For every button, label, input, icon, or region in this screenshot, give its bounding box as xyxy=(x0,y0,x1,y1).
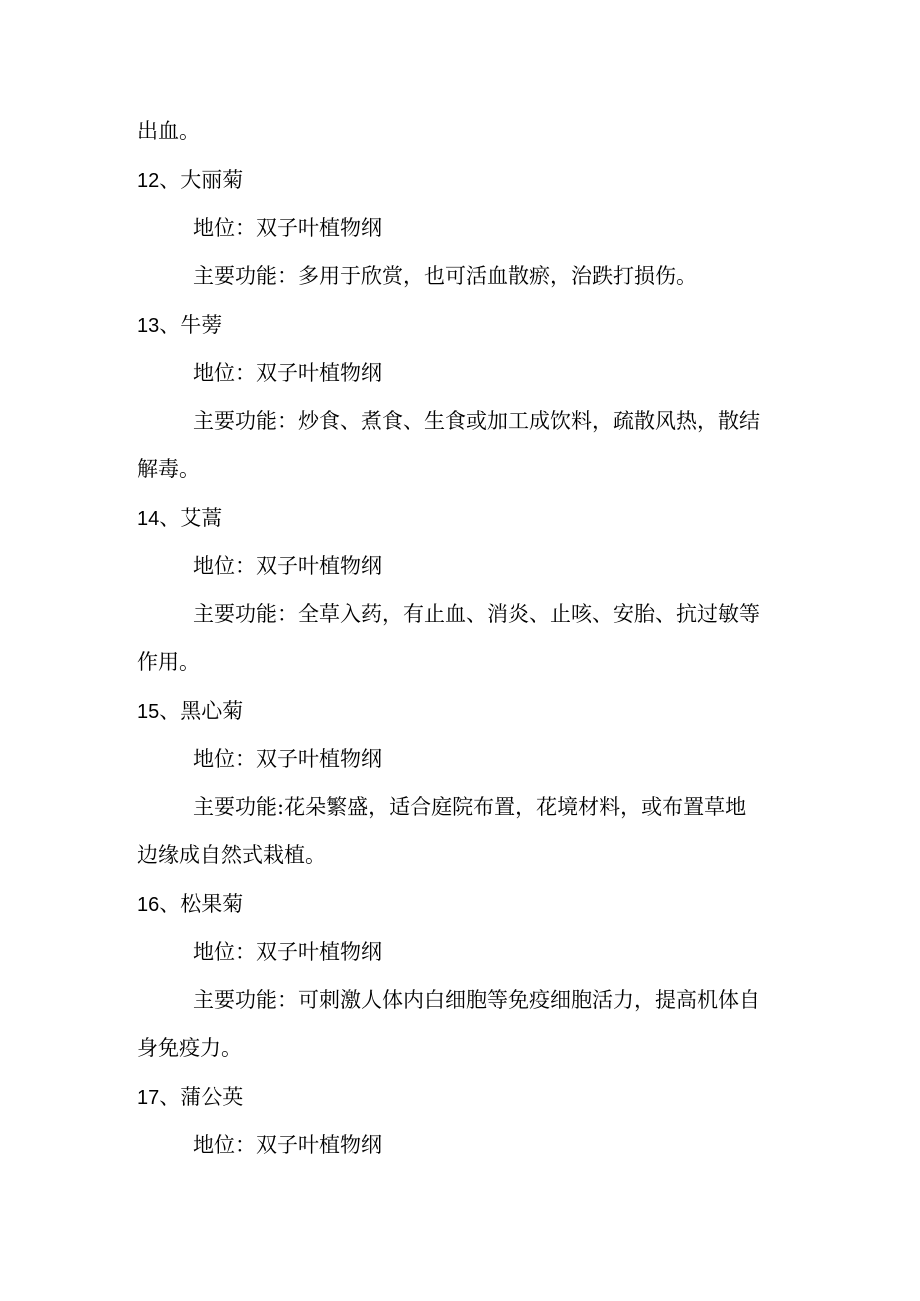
entry-position: 地位：双子叶植物纲 xyxy=(193,747,382,771)
entry-function-line: 作用。 xyxy=(137,650,200,674)
entry-heading xyxy=(137,1083,797,1112)
entry-separator: 、 xyxy=(159,168,181,192)
entry-position: 地位：双子叶植物纲 xyxy=(193,1133,382,1157)
entry-position: 地位：双子叶植物纲 xyxy=(193,216,382,240)
entry-name: 黑心菊 xyxy=(180,699,244,723)
entry-heading xyxy=(137,890,797,919)
entry-name: 牛蒡 xyxy=(180,313,223,337)
entry-position: 地位：双子叶植物纲 xyxy=(193,361,382,385)
entry-function-line: 主要功能：全草入药，有止血、消炎、止咳、安胎、抗过敏等 xyxy=(193,602,760,626)
entry-position: 地位：双子叶植物纲 xyxy=(193,940,382,964)
entry-number: 13 xyxy=(137,315,160,337)
entry-function-line: 主要功能：炒食、煮食、生食或加工成饮料，疏散风热，散结 xyxy=(193,409,760,433)
continuation-text: 出血。 xyxy=(137,119,200,143)
entry-separator: 、 xyxy=(159,506,181,530)
entry-position: 地位：双子叶植物纲 xyxy=(193,554,382,578)
entry-function-line: 身免疫力。 xyxy=(137,1036,242,1060)
entry-function-line: 主要功能：多用于欣赏，也可活血散瘀，治跌打损伤。 xyxy=(193,264,697,288)
entry-separator: 、 xyxy=(159,1085,181,1109)
entry-heading xyxy=(137,311,797,340)
entry-heading xyxy=(137,697,797,726)
entry-name: 松果菊 xyxy=(180,892,244,916)
entry-heading xyxy=(137,504,797,533)
entry-separator: 、 xyxy=(159,699,181,723)
entry-number: 17 xyxy=(137,1087,160,1109)
entry-number: 14 xyxy=(137,508,160,530)
entry-function-line: 边缘成自然式栽植。 xyxy=(137,843,326,867)
entry-name: 大丽菊 xyxy=(180,168,244,192)
entry-name: 艾蒿 xyxy=(180,506,223,530)
entry-number: 16 xyxy=(137,894,160,916)
entry-separator: 、 xyxy=(159,313,181,337)
entry-number: 12 xyxy=(137,170,160,192)
entry-function-line: 主要功能：可刺激人体内白细胞等免疫细胞活力，提高机体自 xyxy=(193,988,760,1012)
entry-name: 蒲公英 xyxy=(180,1085,244,1109)
entry-number: 15 xyxy=(137,701,160,723)
entry-separator: 、 xyxy=(159,892,181,916)
entry-function-line: 主要功能:花朵繁盛，适合庭院布置，花境材料，或布置草地 xyxy=(193,795,747,819)
entry-heading xyxy=(137,166,797,195)
entry-function-line: 解毒。 xyxy=(137,457,200,481)
